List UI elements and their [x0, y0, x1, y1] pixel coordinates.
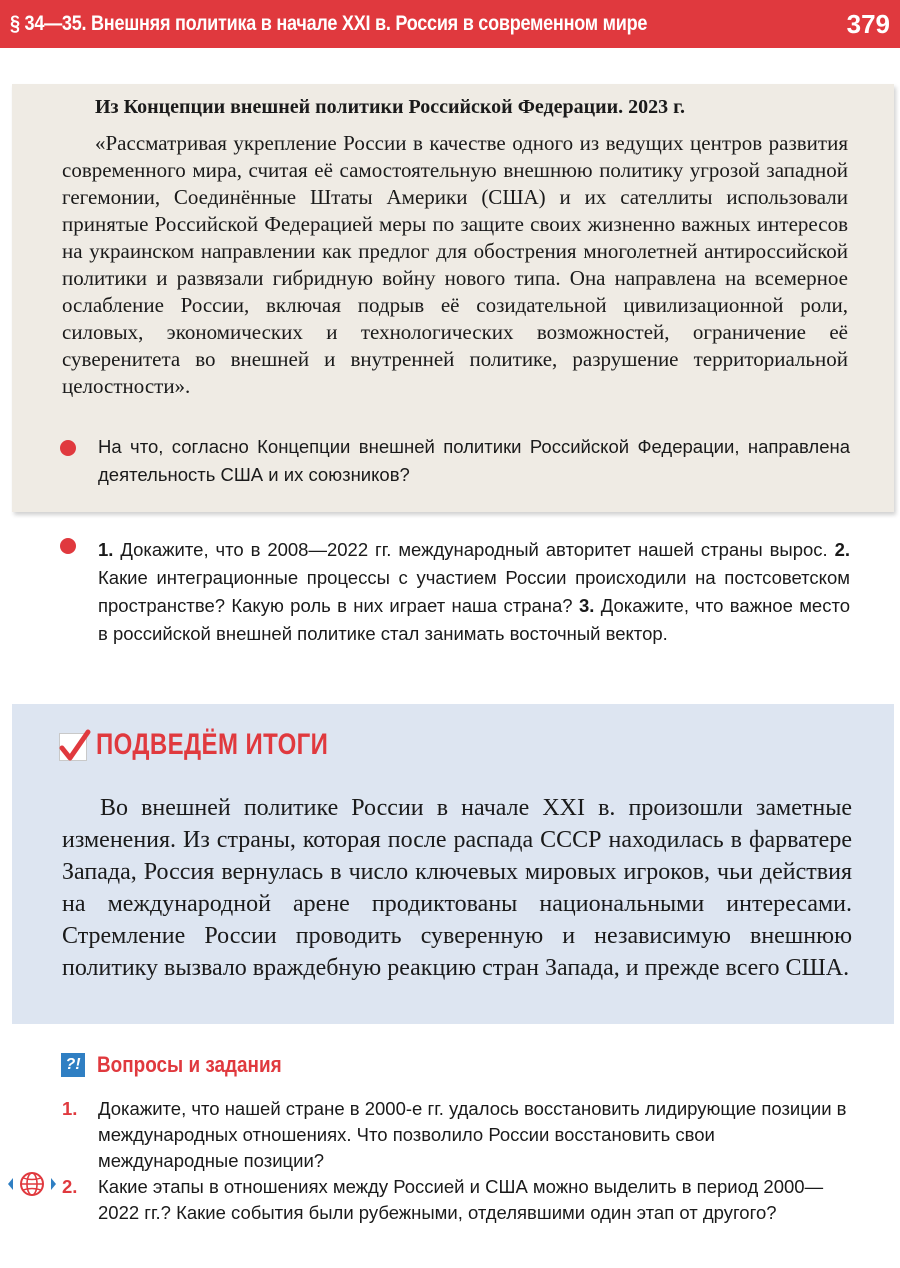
task-number: 2.	[834, 539, 851, 560]
task-number: 3.	[578, 595, 595, 616]
questions-heading: Вопросы и задания	[97, 1052, 282, 1077]
page-header	[0, 0, 900, 48]
question-number: 2.	[62, 1176, 78, 1197]
source-title: Из Концепции внешней политики Российской Федерации. 2023 г.	[95, 96, 686, 118]
task-text: Докажите, что в 2008—2022 гг. международный авторитет нашей страны вырос.	[120, 539, 828, 560]
question-text: Докажите, что нашей стране в 2000-е гг. удалось восстановить лидирующие позиции в международных отношениях. Что позволило России восстановить свои международные позиции?	[98, 1098, 847, 1171]
summary-text: Во внешней политике России в начале XXI в. произошли заметные изменения. Из страны, которая после распада СССР находилась в фарватере Запада, Россия вернулась в число ключевых мировых игроков, чьи действия на международной арене продиктованы национальными интересами. Стремление России проводить суверенную и независимую внешнюю политику вызвало враждебную реакцию стран Запада, и прежде всего США.	[62, 795, 852, 981]
task-text: Докажите, что важное место в российской внешней политике стал занимать восточный вектор.	[98, 595, 851, 644]
red-circle-bullet-icon	[60, 538, 76, 554]
red-circle-bullet-icon	[60, 440, 76, 456]
question-number: 1.	[62, 1098, 78, 1119]
task-number: 1.	[98, 539, 114, 560]
page-number: 379	[846, 9, 890, 39]
questions-icon: ?!	[61, 1053, 85, 1077]
source-text: «Рассматривая укрепление России в качестве одного из ведущих центров развития современного мира, считая её самостоятельную внешнюю политику угрозой западной гегемонии, Соединённые Штаты Америки (США) и их сателлиты использовали принятые Российской Федерацией меры по защите своих жизненно важных интересов на украинском направлении как предлог для обострения многолетней антироссийской политики и развязали гибридную войну нового типа. Она направлена на всемерное ослабление России, включая подрыв её созидательной цивилизационной роли, силовых, экономических и технологических возможностей, ограничение её суверенитета во внешней и внутренней политике, разрушение территориальной целостности».	[62, 131, 848, 398]
task-text: Какие интеграционные процессы с участием России происходили на постсоветском пространстве? Какую роль в них играет наша страна?	[98, 567, 850, 616]
source-question: На что, согласно Концепции внешней политики Российской Федерации, направлена деятельность США и их союзников?	[98, 436, 850, 485]
tasks-block	[98, 536, 850, 648]
question-text: Какие этапы в отношениях между Россией и США можно выделить в период 2000—2022 гг.? Какие события были рубежными, отделявшими один этап от другого?	[98, 1176, 824, 1223]
globe-arrows-icon[interactable]	[6, 1170, 58, 1198]
checkmark-icon	[59, 733, 87, 761]
summary-heading: ПОДВЕДЁМ ИТОГИ	[96, 728, 329, 761]
header-title: § 34—35. Внешняя политика в начале XXI в. Россия в современном мире	[10, 12, 648, 35]
